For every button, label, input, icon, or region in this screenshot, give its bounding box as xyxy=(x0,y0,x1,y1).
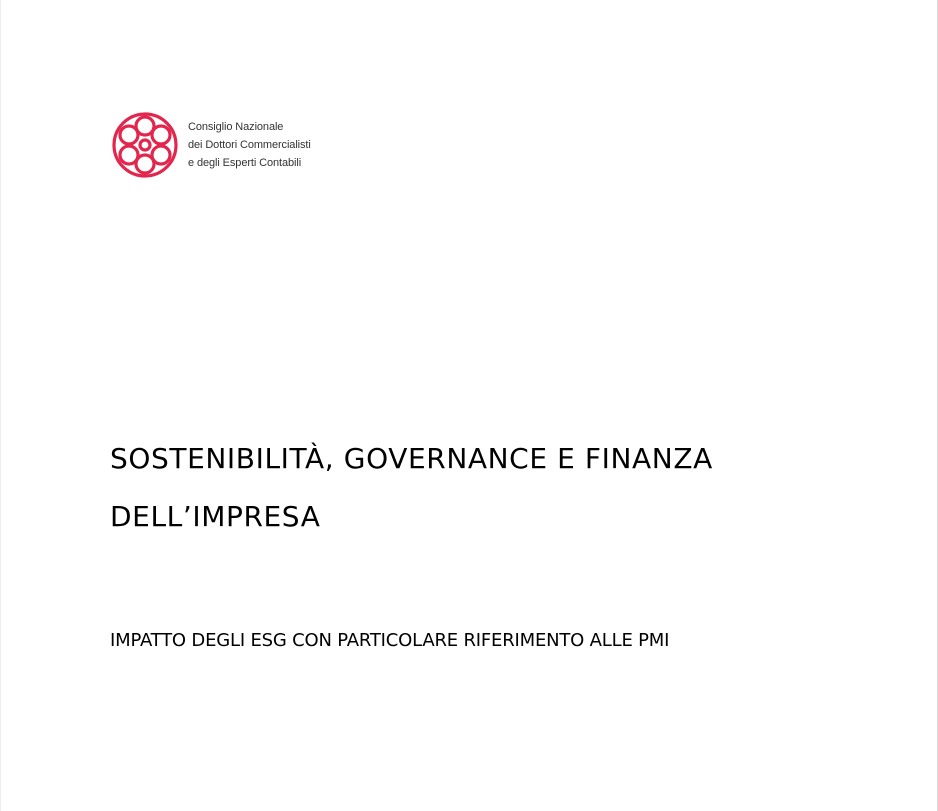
document-title xyxy=(110,430,830,546)
organization-name-line: dei Dottori Commercialisti xyxy=(188,139,311,151)
page-left-border xyxy=(0,0,1,811)
organization-name xyxy=(188,118,311,172)
organization-logo xyxy=(110,110,311,180)
organization-name-line: e degli Esperti Contabili xyxy=(188,157,302,169)
organization-name-line: Consiglio Nazionale xyxy=(188,121,284,133)
cndcec-emblem-icon xyxy=(110,110,180,180)
document-title-line: SOSTENIBILITÀ, GOVERNANCE E FINANZA xyxy=(110,442,713,475)
document-subtitle: IMPATTO DEGLI ESG CON PARTICOLARE RIFERIMENTO ALLE PMI xyxy=(110,630,670,651)
document-title-line: DELL’IMPRESA xyxy=(110,500,321,533)
